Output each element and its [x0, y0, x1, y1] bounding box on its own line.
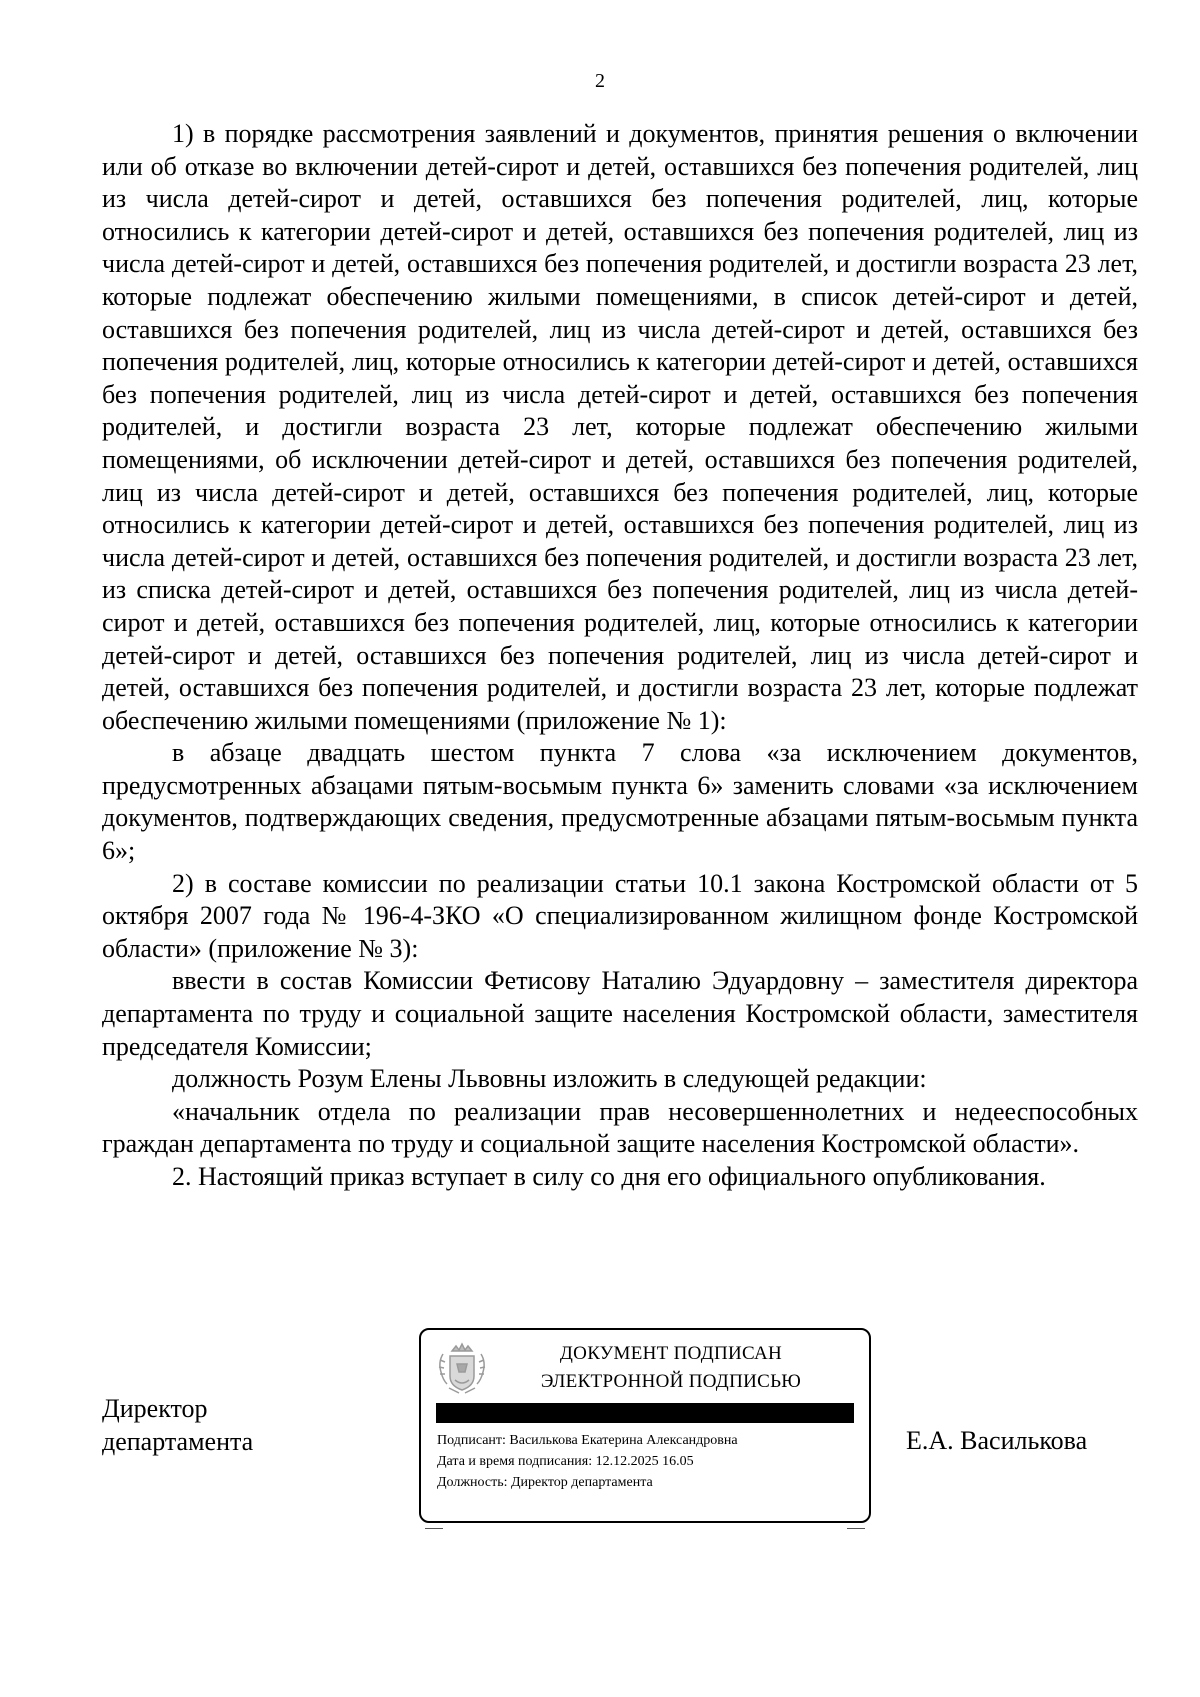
stamp-signer: Подписант: Василькова Екатерина Александровна	[437, 1433, 738, 1448]
paragraph: 2. Настоящий приказ вступает в силу со дня его официального опубликования.	[172, 1162, 1046, 1191]
stamp-details	[437, 1430, 857, 1493]
stamp-tick-mark	[847, 1528, 865, 1529]
coat-of-arms-icon	[435, 1340, 489, 1398]
signatory-position-line: департамента	[102, 1426, 254, 1456]
paragraph: ввести в состав Комиссии Фетисову Наталию Эдуардовну – заместителя директора департамента по труду и социальной защите населения Костромской области, заместителя председателя Комиссии;	[102, 966, 1138, 1061]
paragraph: должность Розум Елены Львовны изложить в следующей редакции:	[172, 1064, 927, 1094]
stamp-title	[501, 1340, 841, 1396]
stamp-datetime: Дата и время подписания: 12.12.2025 16.05	[437, 1454, 694, 1469]
electronic-signature-stamp	[419, 1328, 871, 1523]
paragraph: 1) в порядке рассмотрения заявлений и документов, принятия решения о включении или об отказе во включении детей-сирот и детей, оставшихся без попечения родителей, лиц из числа детей-сирот и детей, оставшихся без попечения родителей, лиц, которые относились к категории детей-сирот и детей, оставшихся без попечения родителей, лиц из числа детей-сирот и детей, оставшихся без попечения родителей, и достигли возраста 23 лет, которые подлежат обеспечению жилыми помещениями, в список детей-сирот и детей, оставшихся без попечения родителей, лиц из числа детей-сирот и детей, оставшихся без попечения родителей, лиц, которые относились к категории детей-сирот и детей, оставшихся без попечения родителей, лиц из числа детей-сирот и детей, оставшихся без попечения родителей, и достигли возраста 23 лет, которые подлежат обеспечению жилыми помещениями, об исключении детей-сирот и детей, оставшихся без попечения родителей, лиц из числа детей-сирот и детей, оставшихся без попечения родителей, лиц, которые относились к категории детей-сирот и детей, оставшихся без попечения родителей, лиц из числа детей-сирот и детей, оставшихся без попечения родителей, и достигли возраста 23 лет, из списка детей-сирот и детей, оставшихся без попечения родителей, лиц из числа детей-сирот и детей, оставшихся без попечения родителей, лиц, которые относились к категории детей-сирот и детей, оставшихся без попечения родителей, лиц из числа детей-сирот и детей, оставшихся без попечения родителей, и достигли возраста 23 лет, которые подлежат обеспечению жилыми помещениями (приложение № 1):	[102, 119, 1138, 735]
document-body	[102, 118, 1138, 1194]
signatory-position	[102, 1393, 253, 1458]
certificate-bar	[436, 1403, 854, 1423]
signatory-name: Е.А. Василькова	[906, 1426, 1088, 1455]
stamp-tick-mark	[425, 1528, 443, 1529]
paragraph: в абзаце двадцать шестом пункта 7 слова «за исключением документов, предусмотренных абзацами пятым-восьмым пункта 6» заменить словами «за исключением документов, подтверждающих сведения, предусмотренные абзацами пятым-восьмым пункта 6»;	[102, 738, 1138, 866]
paragraph: «начальник отдела по реализации прав несовершеннолетних и недееспособных граждан департамента по труду и социальной защите населения Костромской области».	[102, 1096, 1138, 1159]
stamp-title-line: ДОКУМЕНТ ПОДПИСАН	[559, 1343, 783, 1364]
page-number: 2	[595, 70, 605, 92]
paragraph: 2) в составе комиссии по реализации статьи 10.1 закона Костромской области от 5 октября 2007 года № 196-4-ЗКО «О специализированном жилищном фонде Костромской области» (приложение № 3):	[102, 868, 1138, 963]
stamp-position: Должность: Директор департамента	[437, 1475, 653, 1490]
stamp-title-line: ЭЛЕКТРОННОЙ ПОДПИСЬЮ	[540, 1371, 802, 1392]
signatory-position-line: Директор	[102, 1394, 208, 1423]
